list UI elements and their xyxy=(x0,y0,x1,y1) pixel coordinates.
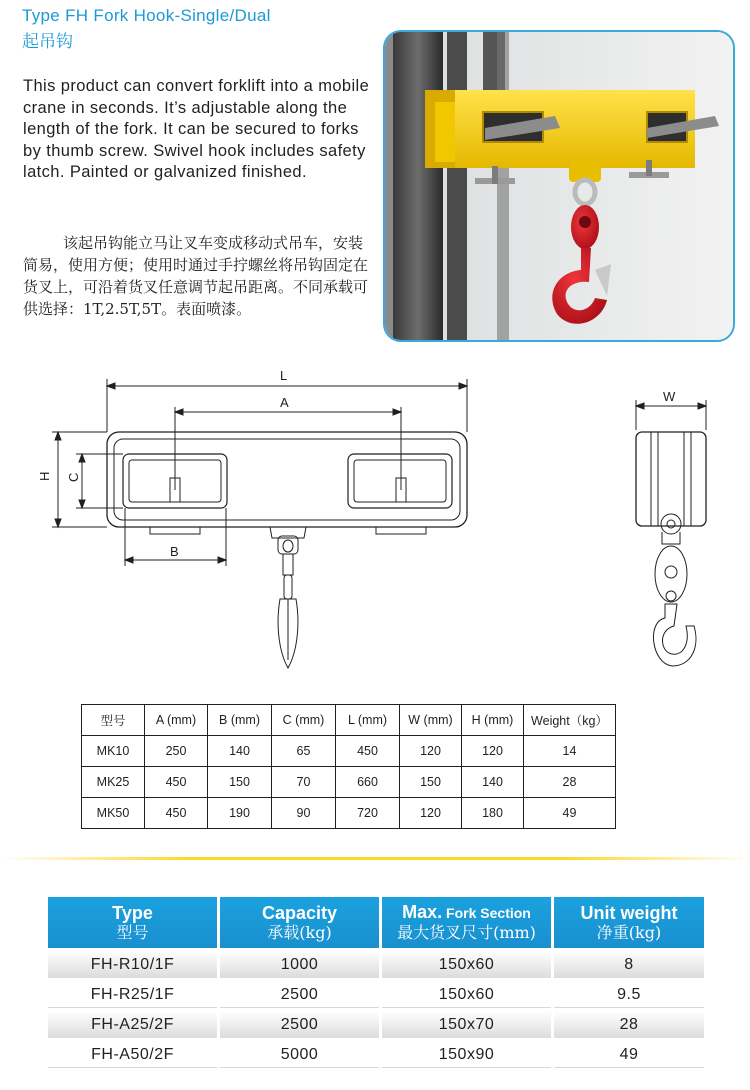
table-cell: MK50 xyxy=(82,798,145,829)
title-type: FH xyxy=(65,6,89,25)
cell-weight: 8 xyxy=(554,951,704,978)
table-cell: MK10 xyxy=(82,736,145,767)
header-fork-section xyxy=(382,897,551,948)
table-row xyxy=(82,736,616,767)
product-model-table xyxy=(48,897,704,1068)
fork-hook-photo xyxy=(385,32,733,340)
header-cn: 型号 xyxy=(116,922,149,942)
cell-capacity: 2500 xyxy=(220,981,379,1008)
cell-fork-section: 150x60 xyxy=(382,951,551,978)
header-unit-weight xyxy=(554,897,704,948)
product-table-header xyxy=(48,897,704,948)
cell-capacity: 2500 xyxy=(220,1011,379,1038)
table-cell: 120 xyxy=(400,798,462,829)
spec-header-cell: H (mm) xyxy=(462,705,524,736)
table-cell: 450 xyxy=(145,798,208,829)
header-en-small: Fork Section xyxy=(442,905,531,921)
dim-label-H: H xyxy=(37,471,52,481)
table-cell: 120 xyxy=(462,736,524,767)
table-cell: 150 xyxy=(208,767,272,798)
table-cell: 70 xyxy=(272,767,336,798)
cell-weight: 9.5 xyxy=(554,981,704,1008)
description-chinese: 该起吊钩能立马让叉车变成移动式吊车，安装简易，使用方便；使用时通过手拧螺丝将吊钩固定在货叉上，可沿着货叉任意调节起吊距离。不同承载可供选择：1T,2.5T,5T。表面喷漆。 xyxy=(23,234,369,318)
table-cell: 180 xyxy=(462,798,524,829)
spec-header-cell: C (mm) xyxy=(272,705,336,736)
cell-weight: 28 xyxy=(554,1011,704,1038)
technical-drawing xyxy=(0,360,750,690)
table-cell: 250 xyxy=(145,736,208,767)
header-capacity xyxy=(220,897,379,948)
description-english: This product can convert forklift into a mobile crane in seconds. It’s adjustable along the length of the fork. It can be secured to forks by thumb screw. Swivel hook includes safety latch. Painted or galvanized finished. xyxy=(23,77,370,181)
spec-table-header-row xyxy=(82,705,616,736)
table-cell: 28 xyxy=(524,767,616,798)
header-en: Type xyxy=(112,902,153,923)
table-cell: 140 xyxy=(462,767,524,798)
cell-weight: 49 xyxy=(554,1041,704,1068)
table-cell: 49 xyxy=(524,798,616,829)
spec-header-cell: B (mm) xyxy=(208,705,272,736)
title-rest: Fork Hook-Single/Dual xyxy=(88,6,271,25)
header-cn: 净重(kg) xyxy=(596,922,662,942)
cell-fork-section: 150x60 xyxy=(382,981,551,1008)
table-cell: MK25 xyxy=(82,767,145,798)
table-cell: 120 xyxy=(400,736,462,767)
table-cell: 150 xyxy=(400,767,462,798)
dimension-spec-table xyxy=(81,704,616,829)
spec-header-cell: Weight（kg） xyxy=(524,705,616,736)
dim-label-C: C xyxy=(66,472,81,482)
cell-capacity: 1000 xyxy=(220,951,379,978)
cell-type: FH-R10/1F xyxy=(48,951,217,978)
table-cell: 450 xyxy=(145,767,208,798)
table-cell: 90 xyxy=(272,798,336,829)
header-cn: 最大货叉尺寸(mm) xyxy=(397,923,536,942)
table-row xyxy=(82,767,616,798)
section-divider xyxy=(0,857,750,860)
dim-label-B: B xyxy=(170,544,179,559)
spec-header-cell: 型号 xyxy=(82,705,145,736)
table-row xyxy=(48,981,704,1008)
title-prefix: Type xyxy=(22,6,66,25)
table-row xyxy=(48,1041,704,1068)
table-cell: 65 xyxy=(272,736,336,767)
product-photo xyxy=(383,30,735,342)
cell-type: FH-A25/2F xyxy=(48,1011,217,1038)
page-title-chinese: 起吊钩 xyxy=(22,32,73,52)
spec-header-cell: W (mm) xyxy=(400,705,462,736)
table-cell: 720 xyxy=(336,798,400,829)
header-en: Max. xyxy=(402,902,443,922)
page-title xyxy=(22,6,271,26)
cell-capacity: 5000 xyxy=(220,1041,379,1068)
dim-label-L: L xyxy=(280,368,288,383)
table-cell: 190 xyxy=(208,798,272,829)
table-cell: 140 xyxy=(208,736,272,767)
cell-fork-section: 150x90 xyxy=(382,1041,551,1068)
header-cn: 承载(kg) xyxy=(267,922,332,942)
cell-type: FH-R25/1F xyxy=(48,981,217,1008)
spec-header-cell: L (mm) xyxy=(336,705,400,736)
table-row xyxy=(48,1011,704,1038)
header-en: Unit weight xyxy=(580,902,678,923)
table-cell: 14 xyxy=(524,736,616,767)
spec-header-cell: A (mm) xyxy=(145,705,208,736)
cell-fork-section: 150x70 xyxy=(382,1011,551,1038)
header-en: Capacity xyxy=(261,902,338,923)
header-type xyxy=(48,897,217,948)
table-row xyxy=(82,798,616,829)
table-cell: 660 xyxy=(336,767,400,798)
dim-label-W: W xyxy=(663,389,676,404)
table-row xyxy=(48,951,704,978)
table-cell: 450 xyxy=(336,736,400,767)
cell-type: FH-A50/2F xyxy=(48,1041,217,1068)
dim-label-A: A xyxy=(280,395,289,410)
